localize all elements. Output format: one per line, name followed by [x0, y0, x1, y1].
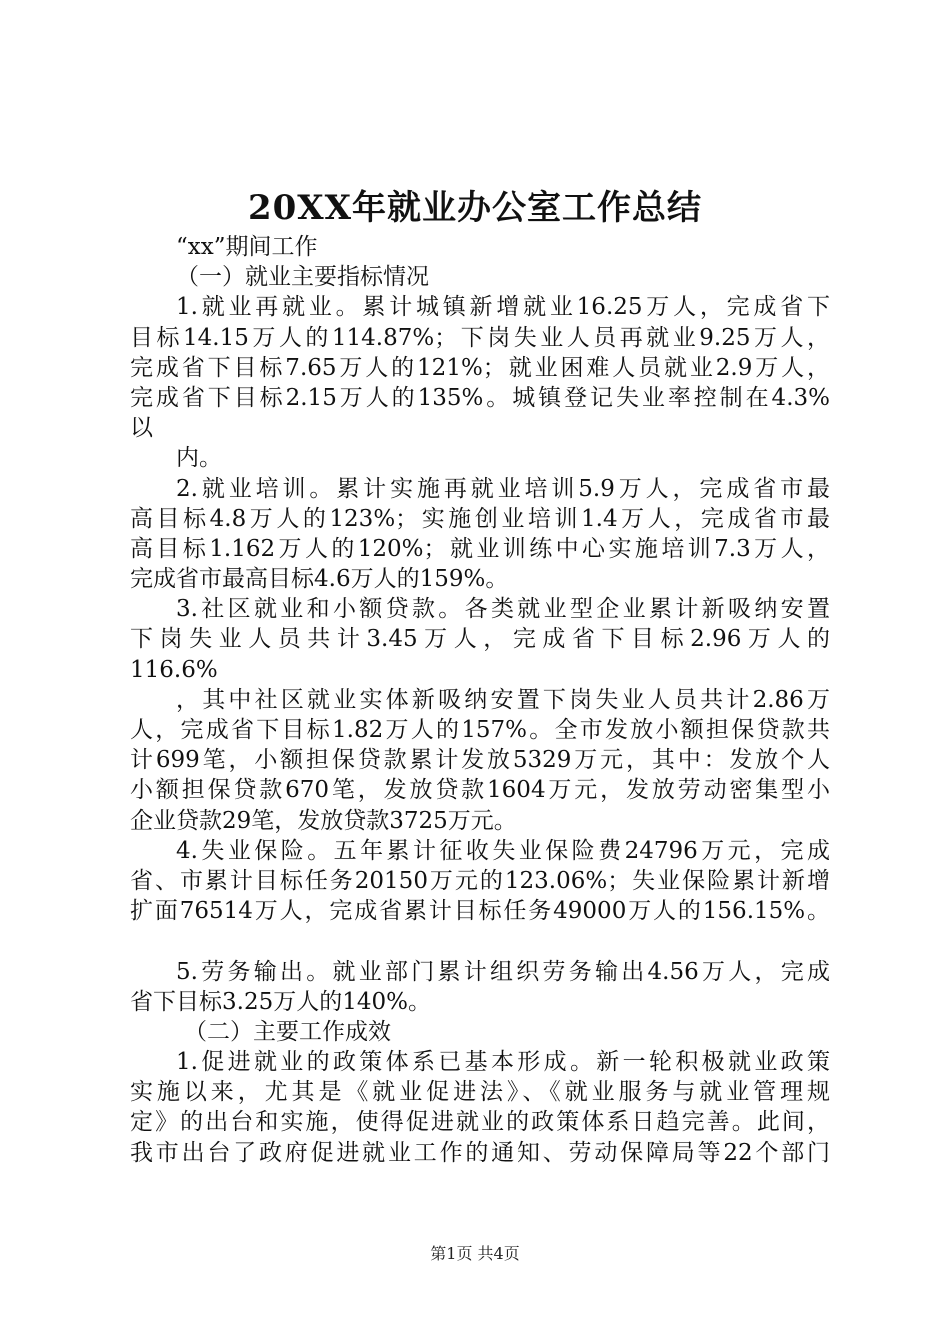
body-line: 省、市累计目标任务20150万元的123.06%；失业保险累计新增 [130, 867, 830, 894]
body-line: 内。 [176, 445, 222, 472]
body-line: 计699笔，小额担保贷款累计发放5329万元，其中：发放个人 [130, 747, 830, 774]
body-line: 实施以来，尤其是《就业促进法》、《就业服务与就业管理规 [130, 1079, 830, 1106]
body-line: 下岗失业人员共计3.45万人，完成省下目标2.96万人的 [130, 626, 830, 653]
body-line: 完成省下目标2.15万人的135%。城镇登记失业率控制在4.3% [130, 384, 830, 411]
body-line: 1.促进就业的政策体系已基本形成。新一轮积极就业政策 [176, 1049, 830, 1076]
body-line: 完成省下目标7.65万人的121%；就业困难人员就业2.9万人， [130, 354, 830, 381]
body-line: 企业贷款29笔，发放贷款3725万元。 [130, 807, 517, 834]
body-line: 5.劳务输出。就业部门累计组织劳务输出4.56万人，完成 [176, 958, 830, 985]
body-line: 高目标4.8万人的123%；实施创业培训1.4万人，完成省市最 [130, 505, 830, 532]
body-line: 人，完成省下目标1.82万人的157%。全市发放小额担保贷款共 [130, 717, 830, 743]
body-line: 完成省市最高目标4.6万人的159%。 [130, 566, 509, 593]
body-line: 目标14.15万人的114.87%；下岗失业人员再就业9.25万人， [130, 324, 830, 351]
body-line: 2.就业培训。累计实施再就业培训5.9万人，完成省市最 [176, 475, 830, 502]
body-line: 以 [130, 415, 153, 442]
document-title: 20XX年就业办公室工作总结 [247, 188, 703, 228]
body-line: 1.就业再就业。累计城镇新增就业16.25万人，完成省下 [176, 294, 830, 321]
body-line: 扩面76514万人，完成省累计目标任务49000万人的156.15%。 [130, 898, 830, 925]
blank-line [130, 926, 830, 956]
body-line: 定》的出台和实施，使得促进就业的政策体系日趋完善。此间， [130, 1109, 830, 1136]
body-line: （一）就业主要指标情况 [176, 264, 429, 291]
body-line: ，其中社区就业实体新吸纳安置下岗失业人员共计2.86万 [176, 686, 830, 713]
body-line: “xx”期间工作 [176, 234, 318, 260]
body-line: 小额担保贷款670笔，发放贷款1604万元，发放劳动密集型小 [130, 777, 830, 804]
body-line: 116.6% [130, 656, 218, 683]
page-footer: 第1页 共4页 [430, 1244, 520, 1263]
document-body [130, 232, 830, 1168]
body-line: 3.社区就业和小额贷款。各类就业型企业累计新吸纳安置 [176, 596, 830, 623]
body-line: 省下目标3.25万人的140%。 [130, 988, 431, 1015]
body-line: 我市出台了政府促进就业工作的通知、劳动保障局等22个部门 [130, 1139, 830, 1166]
body-line: 4.失业保险。五年累计征收失业保险费24796万元，完成 [176, 837, 830, 864]
body-line: （二）主要工作成效 [184, 1018, 391, 1045]
body-line: 高目标1.162万人的120%；就业训练中心实施培训7.3万人， [130, 535, 830, 562]
